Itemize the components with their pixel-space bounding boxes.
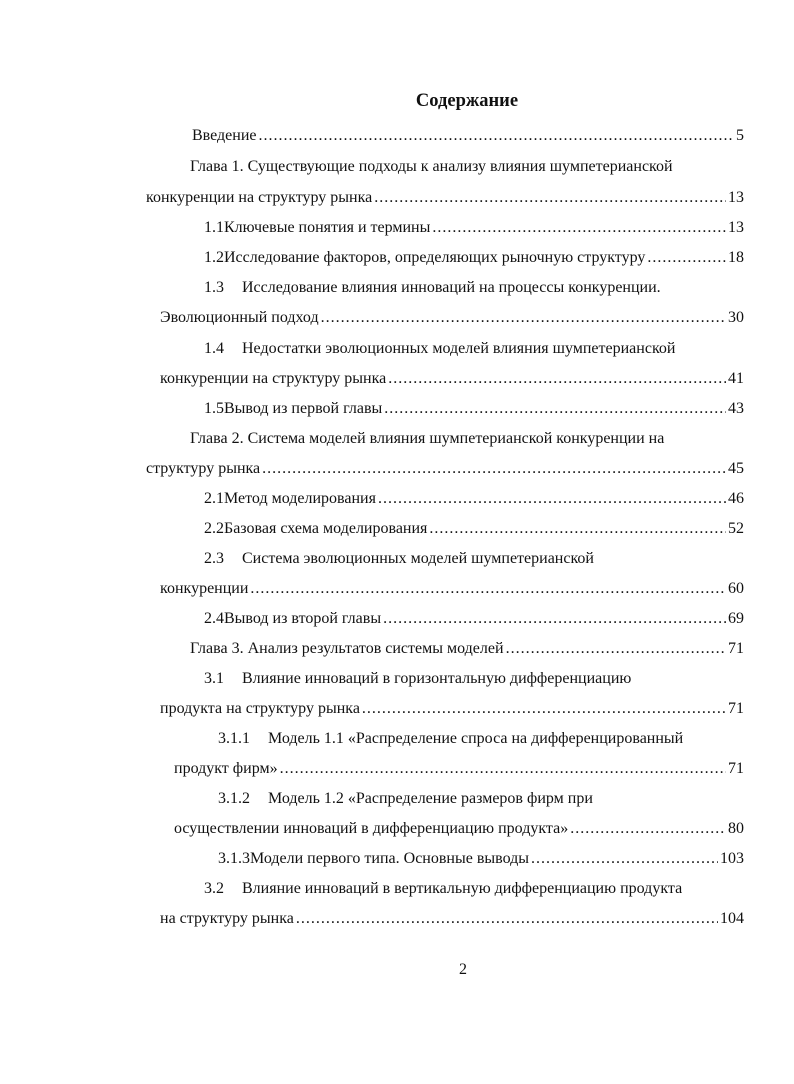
toc-page: 71: [728, 700, 744, 717]
toc-page: 13: [728, 219, 744, 236]
toc-entry-title-cont: конкуренции на структуру рынка: [146, 189, 373, 206]
toc-number: 3.2: [204, 880, 224, 897]
toc-entry[interactable]: [204, 518, 744, 540]
toc-entry[interactable]: [204, 878, 682, 900]
toc-page: 71: [728, 640, 744, 657]
toc-leader: [321, 307, 726, 329]
toc-entry-title: Вывод из первой главы: [224, 400, 383, 417]
toc-leader: [506, 638, 726, 660]
toc-entry-title: Введение: [192, 127, 257, 144]
toc-entry-continuation[interactable]: [160, 307, 744, 329]
page-number: 2: [459, 961, 467, 978]
toc-page: 13: [728, 189, 744, 206]
toc-number: 1.2: [204, 249, 224, 266]
toc-leader: [383, 608, 726, 630]
toc-leader: [647, 247, 726, 269]
toc-entry-continuation[interactable]: [146, 187, 744, 209]
toc-entry[interactable]: [204, 548, 594, 570]
toc-number: 3.1.2: [218, 790, 250, 807]
toc-number: 1.3: [204, 279, 224, 296]
toc-entry-title-cont: продукта на структуру рынка: [160, 700, 360, 717]
toc-entry[interactable]: [190, 638, 744, 660]
toc-entry-title-cont: на структуру рынка: [160, 910, 294, 927]
toc-entry[interactable]: [204, 247, 744, 269]
toc-entry[interactable]: [192, 125, 744, 147]
toc-leader: [374, 187, 726, 209]
toc-leader: [362, 698, 726, 720]
toc-number: 3.1.3: [218, 850, 250, 867]
toc-number: 2.3: [204, 550, 224, 567]
toc-page: 41: [728, 370, 744, 387]
toc-leader: [570, 818, 726, 840]
toc-page: 45: [728, 460, 744, 477]
toc-entry-title: Исследование факторов, определяющих рыночную структуру: [224, 249, 646, 266]
toc-page: 80: [728, 820, 744, 837]
toc-leader: [429, 518, 726, 540]
toc-number: 1.1: [204, 219, 224, 236]
page-title: Содержание: [415, 91, 519, 111]
toc-leader: [259, 125, 735, 147]
toc-entry[interactable]: [204, 338, 675, 360]
toc-entry[interactable]: [218, 728, 683, 750]
toc-entry-title-cont: структуру рынка: [146, 460, 261, 477]
toc-entry-title: Ключевые понятия и термины: [224, 219, 431, 236]
toc-entry-title: Базовая схема моделирования: [224, 520, 428, 537]
toc-number: 3.1: [204, 670, 224, 687]
toc-page: 69: [728, 610, 744, 627]
toc-leader: [384, 398, 726, 420]
toc-entry-title-cont: Эволюционный подход: [160, 309, 319, 326]
toc-entry-title: Недостатки эволюционных моделей влияния шумпетерианской: [242, 340, 676, 357]
toc-page: 104: [720, 910, 744, 927]
toc-entry[interactable]: [204, 488, 744, 510]
toc-leader: [296, 908, 718, 930]
toc-entry-title: Метод моделирования: [224, 490, 376, 507]
toc-page: 5: [736, 127, 744, 144]
toc-leader: [262, 458, 726, 480]
toc-entry-title: Модель 1.1 «Распределение спроса на дифференцированный: [268, 730, 684, 747]
toc-number: 3.1.1: [218, 730, 250, 747]
toc-entry-title: Исследование влияния инноваций на процессы конкуренции.: [242, 279, 661, 296]
toc-number: 1.4: [204, 340, 224, 357]
toc-entry-continuation[interactable]: [160, 698, 744, 720]
toc-entry-title: Влияние инноваций в вертикальную дифференциацию продукта: [242, 880, 683, 897]
toc-entry-title: Глава 2. Система моделей влияния шумпетерианской конкуренции на: [190, 430, 665, 447]
toc-leader: [531, 848, 718, 870]
toc-page: 103: [720, 850, 744, 867]
toc-page: 71: [728, 760, 744, 777]
toc-number: 2.4: [204, 610, 224, 627]
toc-entry[interactable]: [190, 156, 673, 178]
toc-page: 46: [728, 490, 744, 507]
toc-entry[interactable]: [204, 398, 744, 420]
toc-entry-continuation[interactable]: [174, 818, 744, 840]
toc-leader: [388, 368, 726, 390]
toc-entry[interactable]: [204, 277, 661, 299]
toc-entry[interactable]: [204, 668, 631, 690]
toc-page: 30: [728, 309, 744, 326]
toc-entry-continuation[interactable]: [174, 758, 744, 780]
toc-page: 52: [728, 520, 744, 537]
toc-entry-title-cont: конкуренции: [160, 580, 249, 597]
toc-leader: [378, 488, 726, 510]
toc-entry[interactable]: [204, 608, 744, 630]
toc-number: 1.5: [204, 400, 224, 417]
toc-entry-title: Глава 3. Анализ результатов системы моделей: [190, 640, 504, 657]
toc-page: 60: [728, 580, 744, 597]
toc-entry[interactable]: [190, 428, 664, 450]
toc-entry[interactable]: [218, 848, 744, 870]
toc-entry-title: Система эволюционных моделей шумпетерианской: [242, 550, 594, 567]
toc-entry-continuation[interactable]: [146, 458, 744, 480]
toc-entry-title-cont: конкуренции на структуру рынка: [160, 370, 387, 387]
toc-number: 2.1: [204, 490, 224, 507]
toc-page: 43: [728, 400, 744, 417]
toc-entry-title: Влияние инноваций в горизонтальную дифференциацию: [242, 670, 632, 687]
toc-entry-continuation[interactable]: [160, 368, 744, 390]
toc-leader: [280, 758, 726, 780]
toc-entry[interactable]: [218, 788, 593, 810]
toc-entry-continuation[interactable]: [160, 578, 744, 600]
toc-entry-title: Модели первого типа. Основные выводы: [250, 850, 530, 867]
toc-entry-title-cont: осуществлении инноваций в дифференциацию продукта»: [174, 820, 569, 837]
toc-leader: [250, 578, 726, 600]
toc-entry-title: Вывод из второй главы: [224, 610, 382, 627]
toc-page: 18: [728, 249, 744, 266]
toc-entry-continuation[interactable]: [160, 908, 744, 930]
toc-entry-title: Модель 1.2 «Распределение размеров фирм при: [268, 790, 593, 807]
toc-entry-title: Глава 1. Существующие подходы к анализу влияния шумпетерианской: [190, 158, 673, 175]
toc-leader: [432, 217, 726, 239]
toc-number: 2.2: [204, 520, 224, 537]
toc-entry[interactable]: [204, 217, 744, 239]
toc-entry-title-cont: продукт фирм»: [174, 760, 278, 777]
